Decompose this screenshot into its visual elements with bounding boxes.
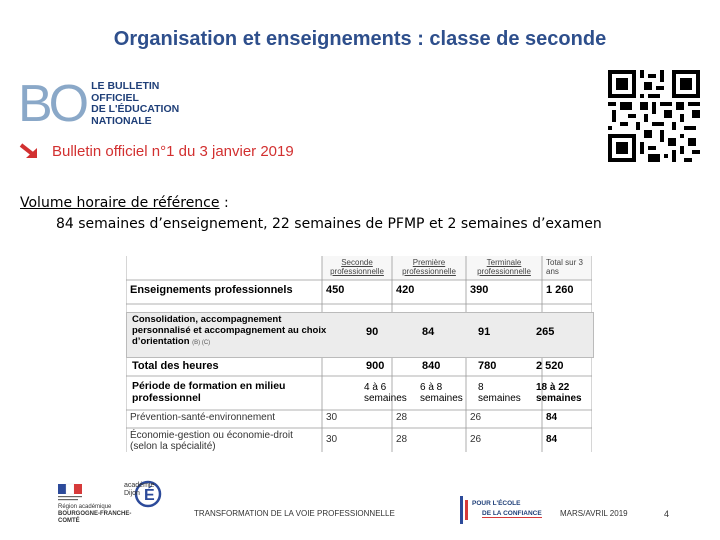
- footer-date: MARS/AVRIL 2019: [560, 509, 628, 518]
- cell-value: 84: [546, 434, 558, 445]
- row-label: Prévention-santé-environnement: [130, 412, 276, 423]
- cell-value: 84: [422, 326, 435, 338]
- row-label: [132, 314, 332, 349]
- cell-value: 4 à 6 semaines: [364, 382, 407, 404]
- svg-text:É: É: [144, 487, 155, 504]
- row-label-note: (B) (C): [192, 340, 211, 346]
- academie-label: [124, 482, 154, 498]
- schedule-table: [126, 256, 592, 452]
- arrow-icon: [18, 142, 40, 160]
- region-label: [58, 504, 148, 525]
- volume-label-row: [20, 195, 229, 211]
- footer-center-text: TRANSFORMATION DE LA VOIE PROFESSIONNELLE: [194, 509, 395, 518]
- academie-line: académie: [124, 482, 155, 489]
- cell-value: 26: [470, 412, 482, 423]
- bo-line: OFFICIEL: [91, 91, 139, 104]
- cell-value: 900: [366, 360, 385, 372]
- header-terminale: Terminale professionnelle: [477, 258, 531, 276]
- page-number: 4: [664, 509, 670, 519]
- row-label: Économie-gestion ou économie-droit (selon la spécialité): [130, 430, 293, 452]
- bo-logo: [18, 75, 180, 133]
- cell-value: 6 à 8 semaines: [420, 382, 463, 404]
- region-line: BOURGOGNE-FRANCHE-COMTÉ: [58, 511, 132, 524]
- cell-value: 1 260: [546, 284, 574, 296]
- bo-text: [91, 81, 179, 127]
- cell-value: 30: [326, 434, 338, 445]
- ecole-line: POUR L'ÉCOLE: [472, 500, 521, 507]
- cell-value: 84: [546, 412, 558, 423]
- cell-value: 91: [478, 326, 491, 338]
- ecole-line: DE LA CONFIANCE: [482, 510, 542, 517]
- cell-value: 28: [396, 434, 408, 445]
- page-title: Organisation et enseignements : classe de seconde: [113, 28, 607, 50]
- volume-detail: 84 semaines d’enseignement, 22 semaines de PFMP et 2 semaines d’examen: [56, 216, 602, 232]
- cell-value: 450: [326, 284, 345, 296]
- header-total: Total sur 3 ans: [546, 258, 583, 276]
- bo-line: DE L'ÉDUCATION: [91, 103, 180, 115]
- volume-label: Volume horaire de référence: [20, 195, 220, 211]
- bo-subtitle-row: [18, 142, 294, 160]
- ecole-bar-icon: [460, 496, 470, 524]
- row-label: Période de formation en milieu professionnel: [132, 380, 286, 404]
- cell-value: 390: [470, 284, 489, 296]
- cell-value: 780: [478, 360, 497, 372]
- row-label: Total des heures: [132, 360, 219, 372]
- bo-line: NATIONALE: [91, 114, 152, 127]
- cell-value: 28: [396, 412, 408, 423]
- cell-value: 2 520: [536, 360, 564, 372]
- cell-value: 840: [422, 360, 441, 372]
- cell-value: 265: [536, 326, 555, 338]
- cell-value: 8 semaines: [478, 382, 521, 404]
- row-label-text: Consolidation, accompagnement personnalisé et accompagnement au choix d’orientation: [132, 314, 327, 347]
- ecole-confiance-logo: [460, 496, 556, 526]
- bo-subtitle: Bulletin officiel n°1 du 3 janvier 2019: [52, 142, 294, 160]
- cell-value: 90: [366, 326, 379, 338]
- cell-value: 26: [470, 434, 482, 445]
- bo-line: LE BULLETIN: [91, 80, 160, 92]
- cell-value: 18 à 22 semaines: [536, 382, 582, 404]
- region-line: Région académique: [58, 504, 112, 510]
- qr-code-icon: [608, 70, 700, 162]
- academie-line: Dijon: [124, 490, 140, 497]
- header-premiere: Première professionnelle: [402, 258, 456, 276]
- volume-colon: :: [219, 195, 229, 211]
- header-seconde: Seconde professionnelle: [330, 258, 384, 276]
- row-label: Enseignements professionnels: [130, 284, 293, 296]
- bo-letters: BO: [18, 75, 86, 133]
- cell-value: 420: [396, 284, 415, 296]
- cell-value: 30: [326, 412, 338, 423]
